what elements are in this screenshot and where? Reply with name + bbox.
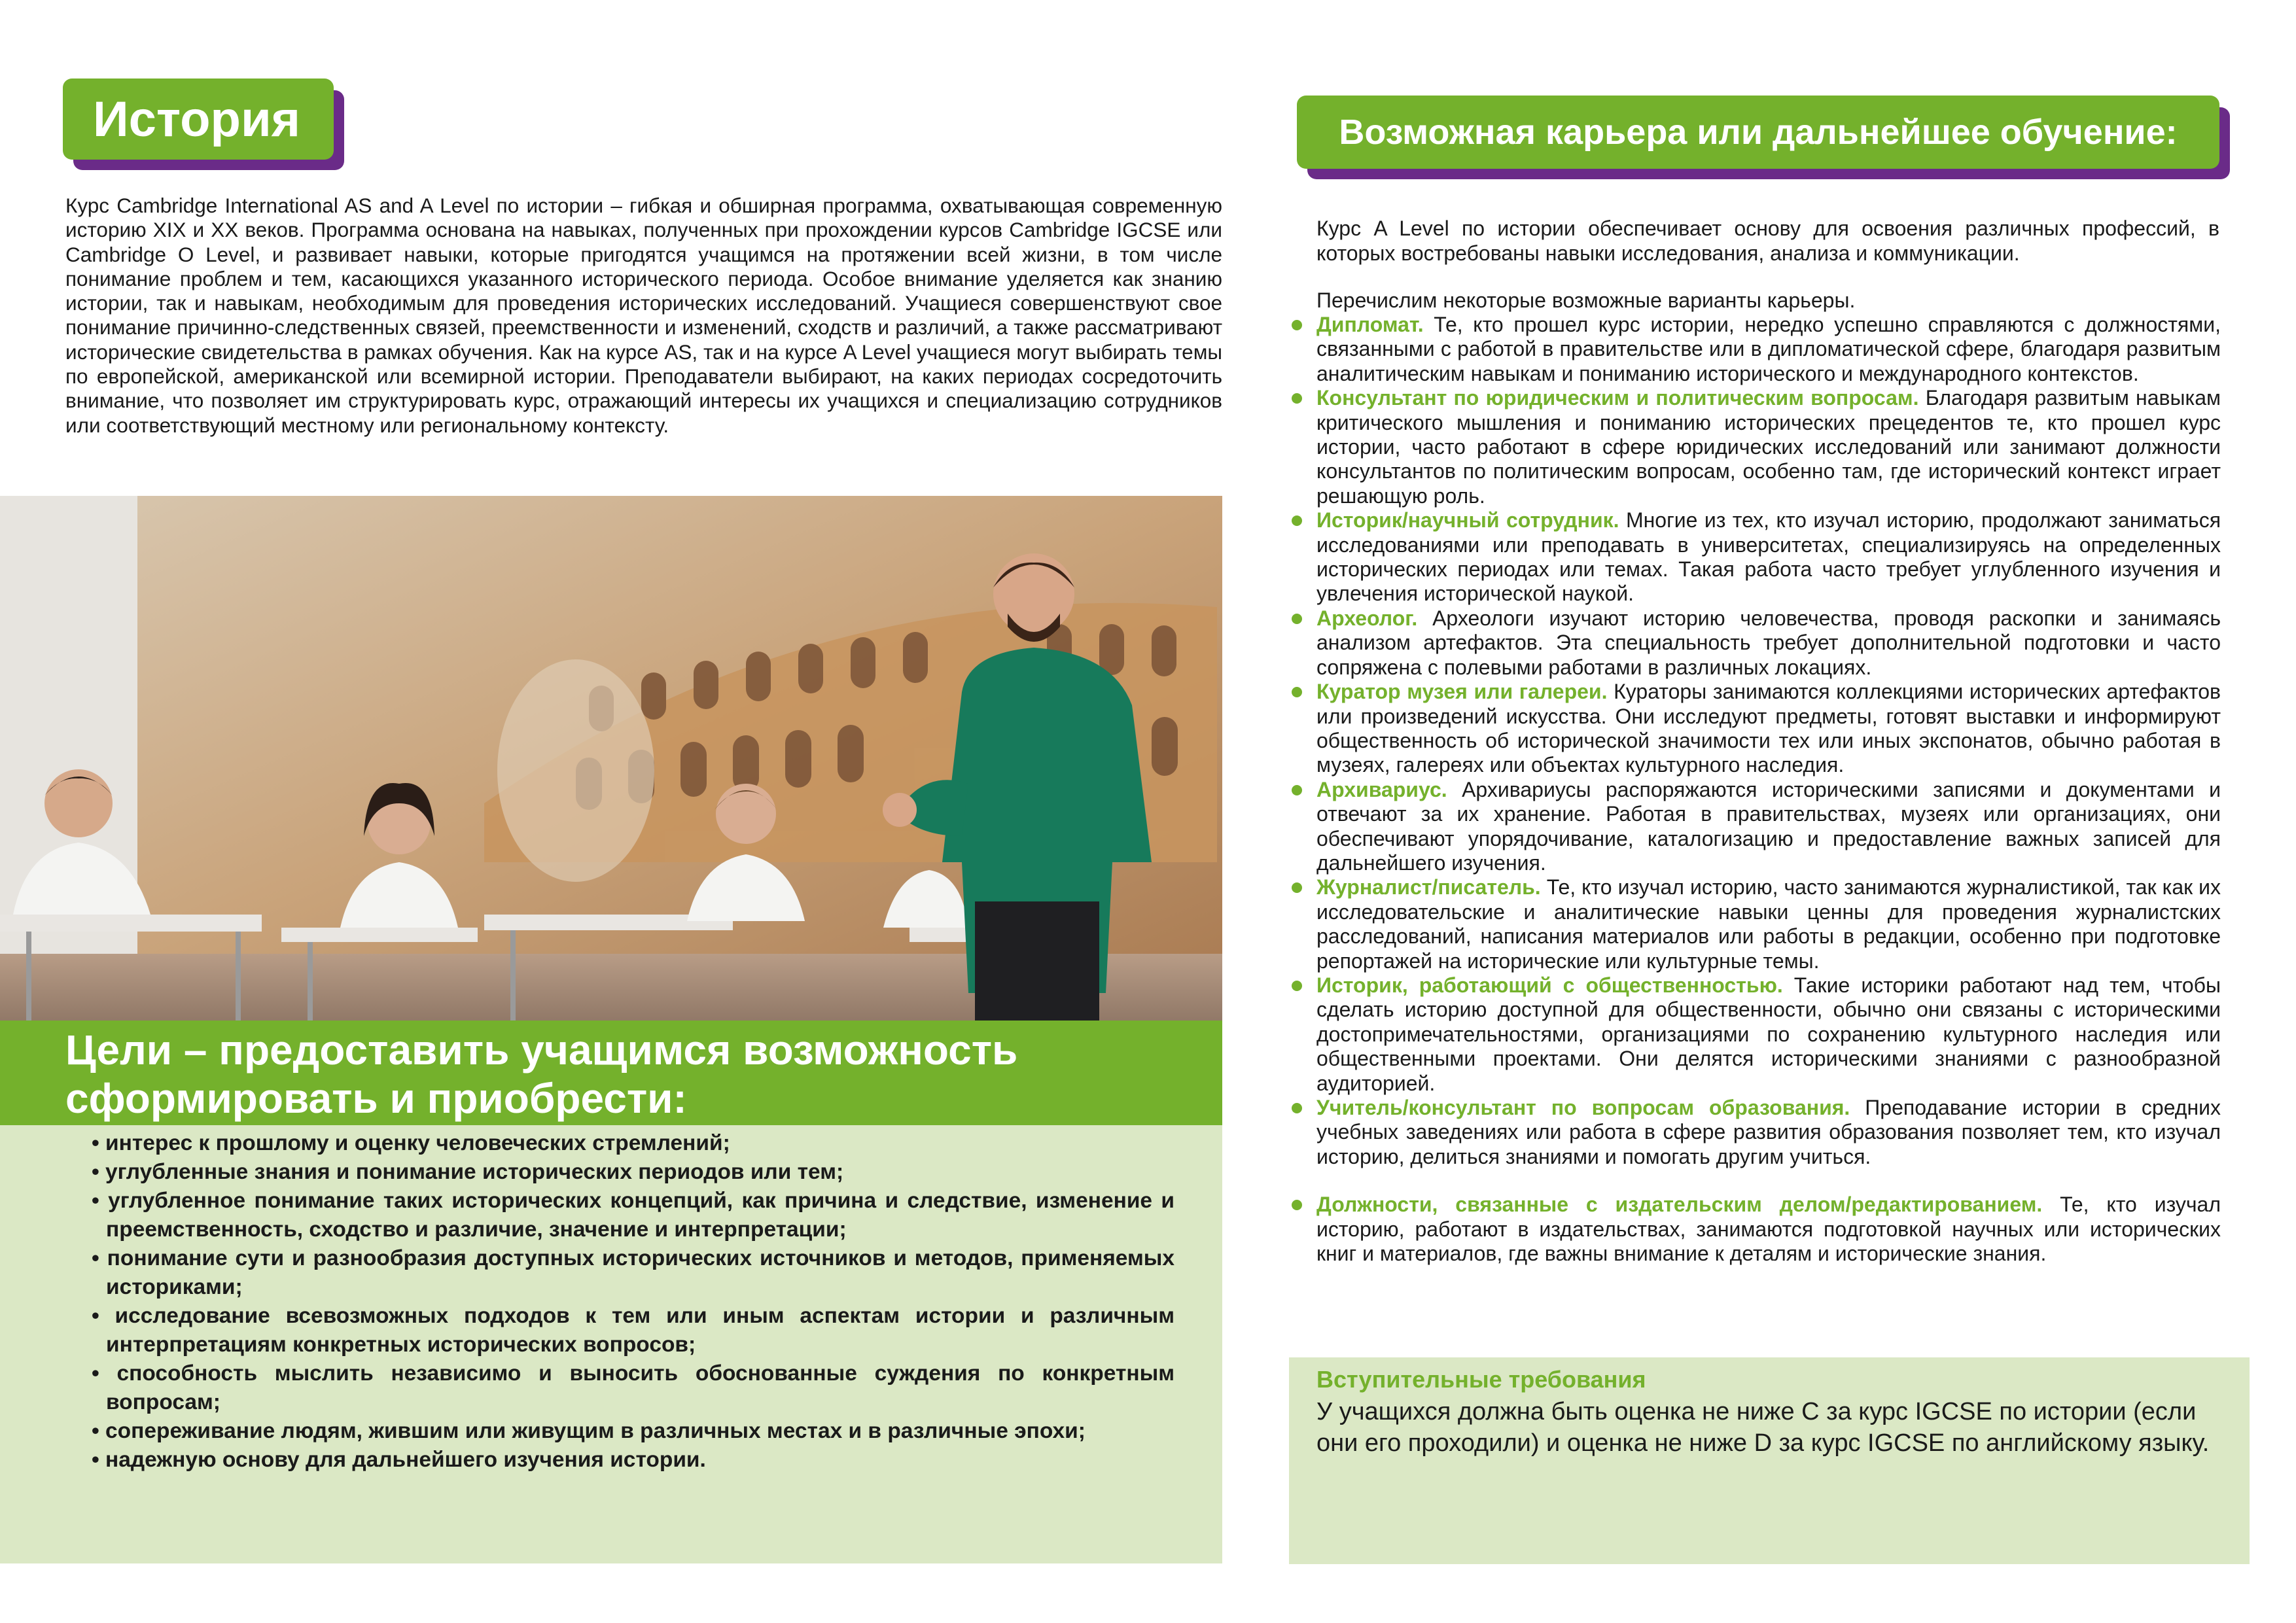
goal-item: • углубленное понимание таких исторических концепций, как причина и следствие, изменение и преемственность, сходство и различие, значение и интерпретации; [92,1189,1174,1242]
career-item: Куратор музея или галереи. Кураторы занимаются коллекциями исторических артефактов или произведений искусства. Они исследуют предметы, готовят выставки и информируют общественность об исторической значимости тех или иных экспонатов, обычно работая в музеях, галереях или объектах культурного наследия. [1289,680,2221,778]
bullet-dot-icon [1292,614,1302,624]
history-title [63,79,334,160]
bullet-dot-icon [1292,687,1302,697]
classroom-photo [0,496,1222,1024]
careers-list [1289,313,2221,1266]
career-item: Дипломат. Те, кто прошел курс истории, нередко успешно справляются с должностями, связанными с работой в правительстве или в дипломатической сфере, благодаря развитым аналитическим навыкам и пониманию исторического и международного контекстов. [1289,313,2221,386]
bullet-dot-icon [1292,1103,1302,1113]
career-item: Консультант по юридическим и политическим вопросам. Благодаря развитым навыкам критического мышления и пониманию исторических прецедентов те, кто прошел курс истории, часто работают в сфере юридических исследований или занимают должности консультантов по политическим вопросам, особенно там, где исторический контекст играет решающую роль. [1289,386,2221,508]
bullet-dot-icon [1292,1200,1302,1210]
career-item: Историк, работающий с общественностью. Такие историки работают над тем, чтобы сделать историю доступной для общественности, обычно они связаны с историческими достопримечательностями, организациями по сохранению культурного наследия или общественными проектами. Они делятся историческими знаниями с разнообразной аудиторией. [1289,973,2221,1096]
goal-item: • сопереживание людям, жившим или живущим в различных местах и в различные эпохи; [92,1419,1086,1443]
bullet-dot-icon [1292,785,1302,795]
goals-list [92,1129,1174,1475]
career-title-text: Возможная карьера или дальнейшее обучение: [1339,113,2178,152]
goal-item: • исследование всевозможных подходов к тем или иным аспектам истории и различным интерпретациям конкретных исторических вопросов; [92,1304,1174,1357]
goal-item: • интерес к прошлому и оценку человеческих стремлений; [92,1131,730,1155]
career-item: Архивариус. Архивариусы распоряжаются историческими записями и документами и отвечают за их хранение. Работая в правительствах, музеях или организациях, они обеспечивают упорядочивание, каталогизацию и предоставление важных записей для дальнейшего изучения. [1289,778,2221,876]
intro-paragraph: Курс Cambridge International AS and A Level по истории – гибкая и обширная программа, охватывающая современную историю XIX и XX веков. Программа основана на навыках, полученных при прохождении курсов Cambridge IGCSE или Cambridge O Level, и развивает навыки, которые пригодятся учащимся на протяжении всей жизни, в том числе понимание проблем и тем, касающихся указанного исторического периода. Особое внимание уделяется как знанию истории, так и навыкам, необходимым для проведения исторических исследований. Учащиеся совершенствуют свое понимание причинно-следственных связей, преемственности и изменений, сходств и различий, а также рассматривают исторические свидетельства в рамках обучения. Как на курсе AS, так и на курсе A Level учащиеся могут выбирать темы по европейской, американской или всемирной истории. Преподаватели выбирают, на каких периодах сосредоточить внимание, что позволяет им структурировать курс, отражающий интересы их учащихся и специализацию сотрудников или соответствующий местному или региональному контексту. [65,194,1222,437]
goal-item: • способность мыслить независимо и выносить обоснованные суждения по конкретным вопросам; [92,1361,1174,1414]
career-item: Учитель/консультант по вопросам образования. Преподавание истории в средних учебных заведениях или работа в сфере развития образования позволяет тем, кто изучал историю, делиться знаниями и помогать другим учиться. [1289,1096,2221,1169]
career-enumerate: Перечислим некоторые возможные варианты карьеры. [1316,288,1856,312]
bullet-dot-icon [1292,981,1302,991]
career-item: Должности, связанные с издательским делом/редактированием. Те, кто изучал историю, работают в издательствах, занимаются подготовкой научных или исторических книг и материалов, где важны внимание к деталям и исторические знания. [1289,1193,2221,1266]
history-title-text: История [93,91,301,147]
requirements-text: У учащихся должна быть оценка не ниже C за курс IGCSE по истории (если они его проходили) и оценка не ниже D за курс IGCSE по английскому языку. [1316,1398,2210,1457]
career-lead: Курс A Level по истории обеспечивает основу для освоения различных профессий, в которых востребованы навыки исследования, анализа и коммуникации. [1316,217,2219,265]
career-item: Археолог. Археологи изучают историю человечества, проводя раскопки и занимаясь анализом артефактов. Эта специальность требует дополнительной подготовки и часто сопряжена с полевыми работами в различных локациях. [1289,606,2221,680]
bullet-dot-icon [1292,515,1302,526]
bullet-dot-icon [1292,882,1302,893]
goal-item: • понимание сути и разнообразия доступных исторических источников и методов, применяемых историками; [92,1246,1174,1299]
requirements-title: Вступительные требования [1316,1366,1646,1393]
bullet-dot-icon [1292,393,1302,404]
goal-item: • углубленные знания и понимание исторических периодов или тем; [92,1160,844,1184]
goals-title: Цели – предоставить учащимся возможность сформировать и приобрести: [65,1026,1018,1122]
bullet-dot-icon [1292,320,1302,330]
career-item: Журналист/писатель. Те, кто изучал историю, часто занимаются журналистикой, так как их исследовательские и аналитические навыки ценны для проведения журналистских расследований, написания материалов или работы в редакции, особенно при подготовке репортажей на исторические или культурные темы. [1289,875,2221,973]
career-item: Историк/научный сотрудник. Многие из тех, кто изучал историю, продолжают заниматься исследованиями или преподавать в университетах, специализируясь на определенных исторических периодах или темах. Такая работа часто требует углубленного изучения и увлечения исторической наукой. [1289,508,2221,606]
goal-item: • надежную основу для дальнейшего изучения истории. [92,1448,706,1472]
classroom-illustration [0,496,1222,1024]
career-title [1297,96,2219,169]
